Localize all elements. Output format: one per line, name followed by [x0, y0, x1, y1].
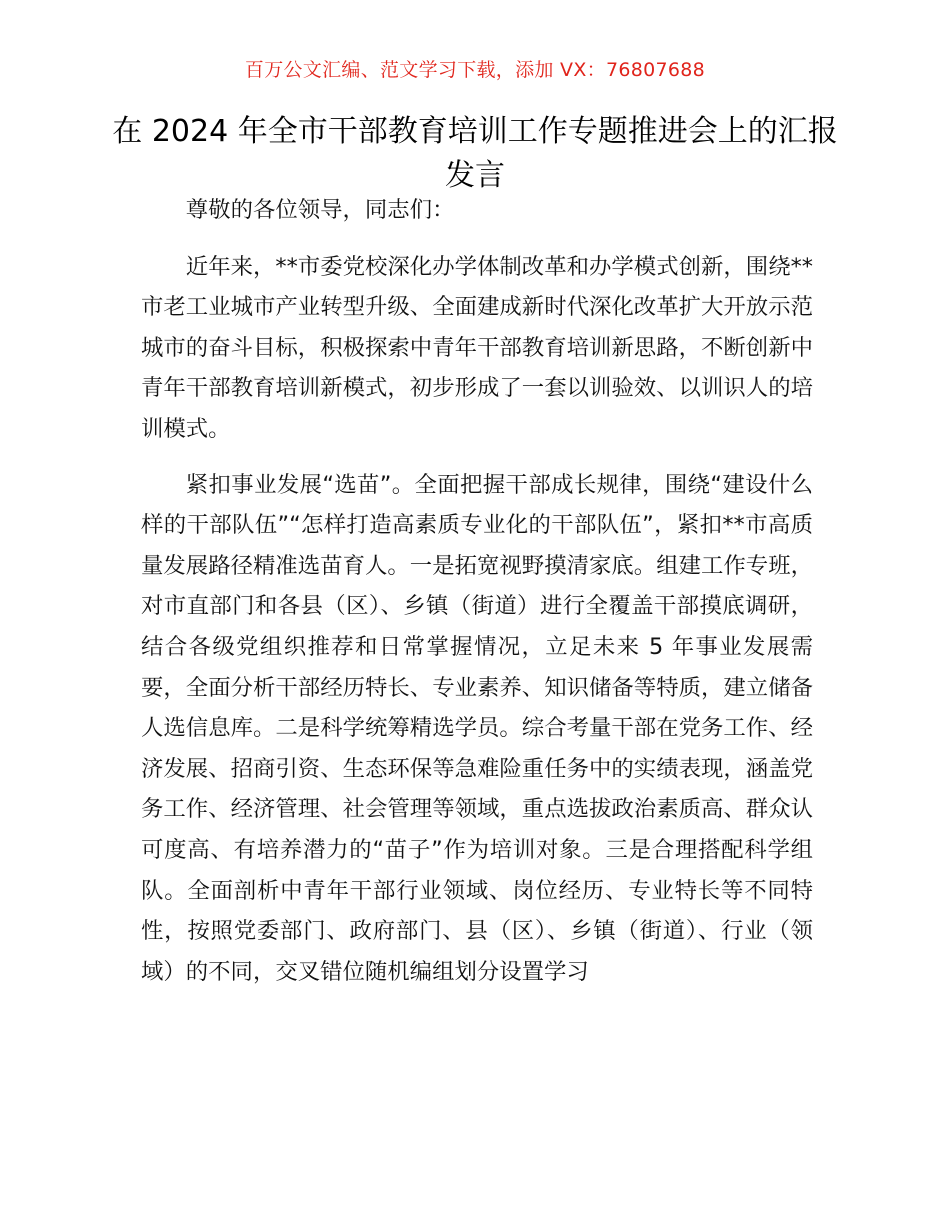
header-banner: 百万公文汇编、范文学习下载，添加 VX：76807688: [244, 59, 706, 81]
document-body: [141, 190, 813, 1007]
salutation: 尊敬的各位领导，同志们：: [185, 197, 455, 223]
document-title: 在 2024 年全市干部教育培训工作专题推进会上的汇报发言: [112, 114, 838, 193]
paragraph-intro: 近年来，**市委党校深化办学体制改革和办学模式创新，围绕**市老工业城市产业转型升级、全面建成新时代深化改革扩大开放示范城市的奋斗目标，积极探索中青年干部教育培训新思路，不断创新中青年干部教育培训新模式，初步形成了一套以训验效、以训识人的培训模式。: [141, 253, 813, 442]
paragraph-selection: 紧扣事业发展“选苗”。全面把握干部成长规律，围绕“建设什么样的干部队伍”“怎样打造高素质专业化的干部队伍”，紧扣**市高质量发展路径精准选苗育人。一是拓宽视野摸清家底。组建工作专班，对市直部门和各县（区）、乡镇（街道）进行全覆盖干部摸底调研，结合各级党组织推荐和日常掌握情况，立足未来 5 年事业发展需要，全面分析干部经历特长、专业素养、知识储备等特质，建立储备人选信息库。二是科学统筹精选学员。综合考量干部在党务工作、经济发展、招商引资、生态环保等急难险重任务中的实绩表现，涵盖党务工作、经济管理、社会管理等领域，重点选拔政治素质高、群众认可度高、有培养潜力的“苗子”作为培训对象。三是合理搭配科学组队。全面剖析中青年干部行业领域、岗位经历、专业特长等不同特性，按照党委部门、政府部门、县（区）、乡镇（街道）、行业（领域）的不同，交叉错位随机编组划分设置学习: [141, 471, 813, 985]
